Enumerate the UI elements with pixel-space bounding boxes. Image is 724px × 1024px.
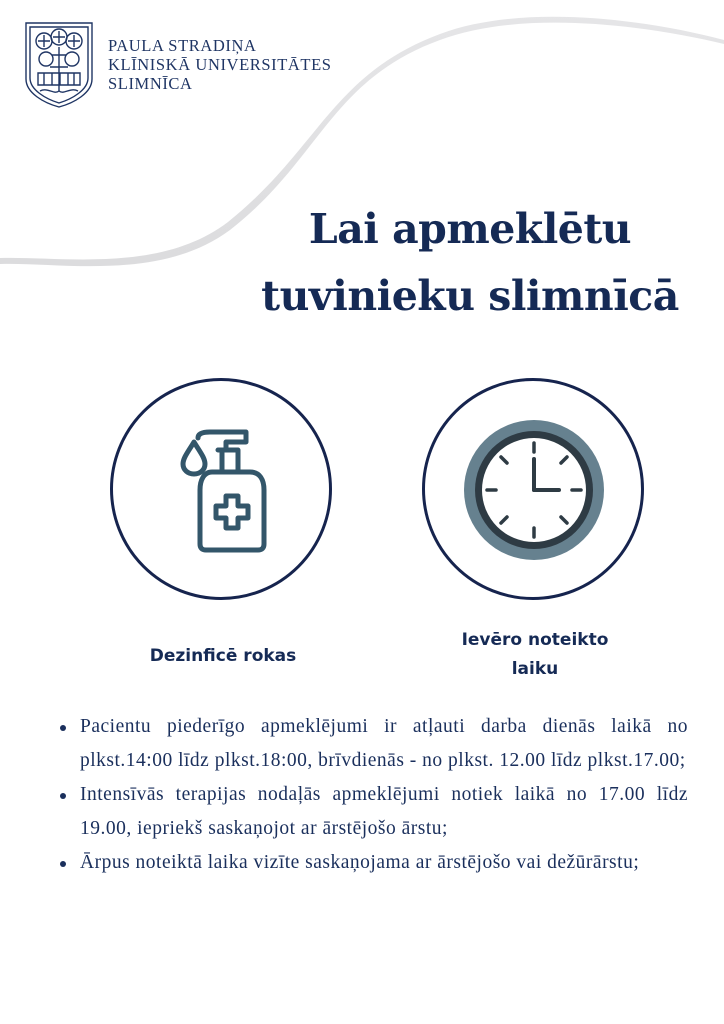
organization-name-line3: SLIMNĪCA [108,74,193,93]
bullet-icon [60,861,66,867]
clock-caption-line1: Ievēro noteikto [461,630,609,650]
bullet-icon [60,725,66,731]
rule-text: Pacientu piederīgo apmeklējumi ir atļauti darba dienās laikā no plkst.14:00 līdz plkst.18:00, brīvdienās - no plkst. 12.00 līdz plkst.17.00; [80,716,688,771]
list-item [56,710,688,778]
sanitizer-caption: Dezinficē rokas [149,646,297,666]
bullet-icon [60,793,66,799]
hand-sanitizer-icon [176,428,272,554]
rule-text: Ārpus noteiktā laika vizīte saskaņojama ar ārstējošo vai dežūrārstu; [80,852,640,873]
visiting-rules-list [56,710,688,880]
clock-icon [463,419,605,561]
page-title [0,196,724,330]
clock-caption-line2: laiku [511,659,559,679]
hospital-crest-logo [24,21,94,109]
page-title-line1: Lai apmeklētu [308,205,632,253]
organization-name [108,36,332,93]
list-item [56,778,688,846]
organization-name-line1: PAULA STRADIŅA [108,36,257,55]
list-item [56,846,688,880]
clock-caption [428,626,642,684]
organization-name-line2: KLĪNISKĀ UNIVERSITĀTES [108,55,332,74]
page-title-line2: tuvinieku slimnīcā [261,272,679,320]
rule-text: Intensīvās terapijas nodaļās apmeklējumi notiek laikā no 17.00 līdz 19.00, iepriekš saskaņojot ar ārstējošo ārstu; [80,784,688,839]
